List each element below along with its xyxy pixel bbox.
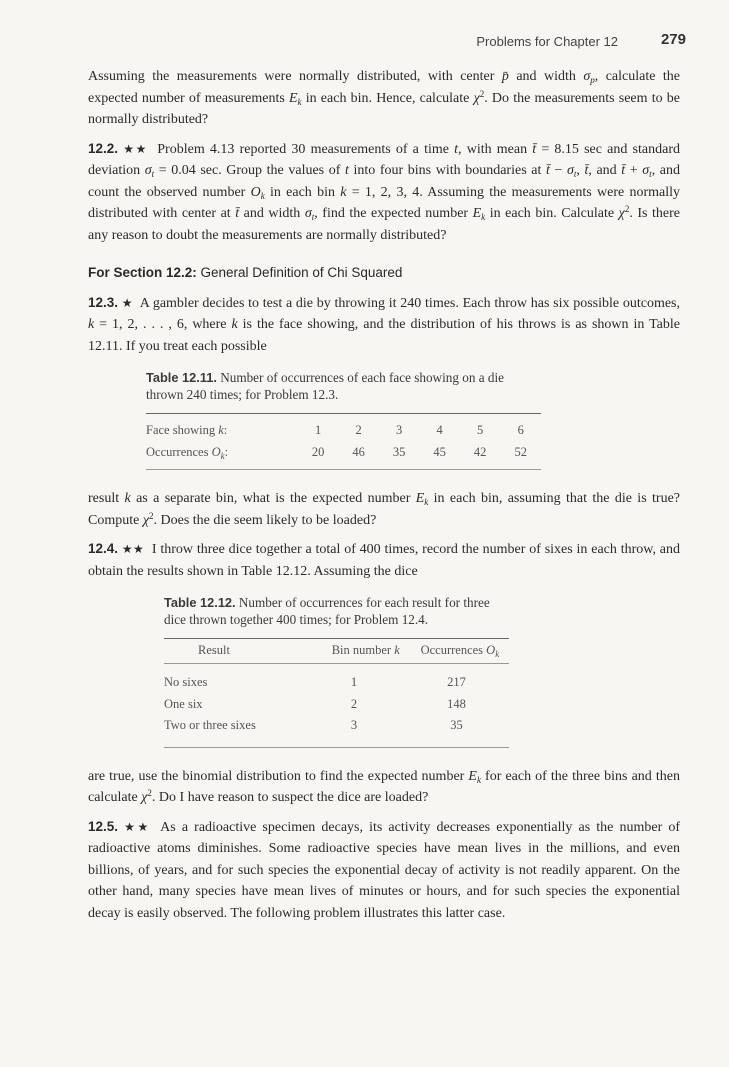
- symbol: 2: [149, 510, 154, 521]
- problem-number: 12.2.: [88, 140, 119, 156]
- data-table: [146, 420, 541, 463]
- problem-12-3: [88, 292, 680, 358]
- symbol: t: [454, 141, 459, 157]
- table-cell: 35: [392, 444, 406, 459]
- symbol: k: [481, 212, 486, 222]
- text: +: [625, 163, 643, 178]
- symbol: t̄: [235, 206, 240, 221]
- symbol: t̄: [532, 141, 537, 157]
- section-title: General Definition of Chi Squared: [196, 265, 403, 280]
- text: , and count the observed number: [88, 163, 680, 200]
- symbol: E: [415, 491, 425, 506]
- text: as a separate bin, what is the expected number: [130, 491, 416, 506]
- table-cell: 6: [517, 423, 524, 437]
- text: Face showing: [146, 423, 219, 437]
- page-body: [88, 66, 680, 931]
- table-12-12: [164, 594, 509, 748]
- caption-text: Number of occurrences of each face showing on a die thrown 240 times; for Problem 12.3.: [146, 370, 504, 402]
- intro-paragraph: [88, 66, 680, 131]
- difficulty-stars-icon: ★★: [121, 542, 145, 556]
- symbol: t: [311, 212, 315, 222]
- symbol: 2: [147, 788, 152, 798]
- text: ,: [576, 163, 585, 178]
- table-cell: 35: [450, 718, 463, 732]
- text: Bin number: [331, 643, 395, 658]
- text: . Do the measurements seem to be normally distributed?: [88, 90, 680, 127]
- symbol: E: [288, 90, 298, 106]
- table-row: [164, 672, 509, 694]
- text: and width: [508, 69, 584, 84]
- table-rule-top: [146, 413, 541, 414]
- symbol: k: [124, 491, 131, 506]
- text: = 1, 2, . . . , 6, where: [94, 317, 232, 332]
- symbol: O: [486, 643, 496, 658]
- problem-12-5: [88, 816, 680, 925]
- table-rule-bottom: [164, 747, 509, 748]
- text: , find the expected number: [314, 206, 473, 221]
- table-cell: One six: [164, 696, 203, 711]
- text: = 8.15 sec and standard deviation: [88, 141, 680, 178]
- text: , and: [588, 163, 622, 178]
- column-header: [321, 639, 411, 663]
- table-cell: 20: [311, 444, 325, 459]
- symbol: O: [250, 184, 261, 200]
- symbol: E: [472, 206, 482, 221]
- symbol: p: [590, 75, 595, 85]
- symbol: σ: [583, 69, 591, 84]
- text: in each bin. Hence, calculate: [301, 90, 474, 106]
- caption-text: Number of occurrences for each result for three dice thrown together 400 times; for Problem 12.4.: [164, 595, 490, 627]
- symbol: χ: [142, 512, 150, 528]
- symbol: χ: [473, 90, 480, 106]
- symbol: k: [220, 450, 225, 461]
- symbol: k: [495, 649, 500, 660]
- symbol: t: [649, 169, 652, 179]
- text: . Does the die seem likely to be loaded?: [153, 512, 377, 528]
- text: Problem 4.13 reported 30 measurements of a time: [152, 141, 455, 157]
- table-row: [164, 715, 509, 737]
- table-caption: [164, 594, 509, 628]
- text: in each bin. Calculate: [485, 206, 619, 221]
- symbol: k: [394, 643, 400, 658]
- text: and width: [239, 206, 305, 221]
- table-row: [164, 694, 509, 716]
- table-cell: Two or three sixes: [164, 718, 256, 732]
- table-cell: 148: [447, 696, 466, 711]
- text: in each bin: [264, 184, 341, 200]
- table-cell: 2: [350, 696, 358, 711]
- table-cell: 42: [473, 444, 487, 459]
- difficulty-stars-icon: ★: [121, 295, 133, 310]
- data-table-body: [164, 672, 509, 737]
- symbol: σ: [144, 163, 152, 178]
- table-row: [146, 442, 541, 464]
- table-cell: 3: [396, 423, 403, 437]
- table-cell: No sixes: [164, 675, 208, 689]
- table-cell: 45: [433, 444, 446, 459]
- text: . Do I have reason to suspect the dice are loaded?: [151, 790, 429, 805]
- table-cell: 46: [352, 444, 365, 459]
- symbol: 2: [624, 204, 630, 214]
- text: , with mean: [458, 141, 533, 157]
- text: A gambler decides to test a die by throwing it 240 times. Each throw has six possible outcomes,: [136, 295, 680, 311]
- text: into four bins with boundaries at: [348, 163, 546, 178]
- text: , calculate the expected number of measurements: [88, 69, 681, 106]
- running-head: Problems for Chapter 12: [476, 34, 618, 49]
- text: result: [88, 491, 125, 506]
- problem-12-4-continued: [88, 766, 680, 809]
- text: . Is there any reason to doubt the measurements are normally distributed?: [88, 206, 680, 243]
- row-label: [146, 442, 298, 464]
- text: = 1, 2, 3, 4. Assuming the measurements were normally distributed with center at: [88, 184, 681, 221]
- text: Occurrences: [420, 643, 487, 658]
- table-cell: 1: [315, 423, 322, 437]
- symbol: E: [468, 768, 477, 784]
- symbol: χ: [618, 206, 625, 221]
- problem-12-4: [88, 538, 680, 582]
- symbol: k: [340, 184, 347, 200]
- table-12-11: [146, 369, 541, 470]
- symbol: k: [218, 423, 224, 437]
- symbol: σ: [642, 163, 650, 178]
- symbol: p̄: [501, 69, 509, 84]
- symbol: k: [88, 317, 95, 332]
- page-header: [88, 31, 686, 51]
- symbol: t̄: [621, 163, 626, 178]
- symbol: k: [297, 96, 302, 107]
- table-rule-bottom: [146, 469, 541, 470]
- text: are true, use the binomial distribution to find the expected number: [88, 768, 469, 784]
- problem-number: 12.5.: [88, 818, 119, 834]
- problem-12-2: [88, 138, 680, 247]
- table-cell: 5: [477, 423, 484, 437]
- problem-12-3-continued: [88, 488, 680, 531]
- table-cell: 52: [514, 444, 527, 459]
- table-caption: [146, 369, 541, 403]
- difficulty-stars-icon: ★★: [124, 819, 151, 834]
- text: As a radioactive specimen decays, its activity decreases exponentially as the number of radioactive atoms diminishes. Some radioactive species have mean lives in the millions, and even billions, of years, and for such species the exponential decay of activity is not readily apparent. On the other hand, many species have mean lives of minutes or hours, and for such species the exponential decay is easily observed. The following problem illustrates this latter case.: [88, 819, 681, 921]
- symbol: t̄: [545, 163, 550, 178]
- section-label: For Section 12.2:: [88, 265, 197, 280]
- table-row: [146, 420, 541, 442]
- data-table: [164, 639, 509, 663]
- symbol: t̄: [584, 163, 589, 178]
- table-cell: 217: [447, 675, 466, 689]
- table-rule-mid: [164, 663, 509, 664]
- text: is the face showing, and the distribution of his throws is as shown in Table 12.11. If you treat each possible: [88, 317, 680, 354]
- symbol: t: [345, 163, 349, 178]
- problem-number: 12.3.: [88, 294, 119, 310]
- table-label: Table 12.11.: [146, 370, 217, 385]
- section-heading: [88, 262, 680, 284]
- column-header: Result: [198, 643, 230, 658]
- table-cell: 4: [436, 423, 443, 437]
- symbol: σ: [566, 163, 574, 178]
- symbol: t: [151, 169, 155, 179]
- symbol: O: [211, 444, 221, 459]
- text: :: [224, 444, 229, 459]
- table-header-row: [164, 639, 509, 663]
- table-cell: 3: [350, 718, 358, 732]
- problem-number: 12.4.: [88, 541, 119, 556]
- table-label: Table 12.12.: [164, 595, 236, 610]
- symbol: k: [476, 774, 481, 785]
- text: for each of the three bins and then calculate: [88, 768, 680, 805]
- text: Occurrences: [146, 444, 212, 459]
- text: Assuming the measurements were normally distributed, with center: [88, 69, 502, 84]
- symbol: k: [260, 190, 265, 201]
- text: I throw three dice together a total of 400 times, record the number of sixes in each throw, and obtain the results shown in Table 12.12. Assuming the dice: [88, 542, 681, 579]
- table-cell: 1: [350, 675, 358, 689]
- symbol: k: [424, 497, 429, 507]
- page-number: 279: [660, 31, 686, 48]
- text: in each bin, assuming that the die is true? Compute: [88, 491, 680, 528]
- text: :: [223, 423, 228, 437]
- text: = 0.04 sec. Group the values of: [154, 163, 345, 178]
- symbol: χ: [141, 790, 148, 805]
- symbol: k: [231, 317, 238, 332]
- difficulty-stars-icon: ★★: [123, 141, 149, 156]
- symbol: 2: [479, 88, 485, 99]
- column-header: [411, 639, 509, 663]
- row-label: [146, 420, 298, 442]
- symbol: t: [573, 169, 577, 179]
- table-cell: 2: [355, 423, 362, 437]
- text: −: [549, 163, 567, 178]
- symbol: σ: [304, 206, 312, 221]
